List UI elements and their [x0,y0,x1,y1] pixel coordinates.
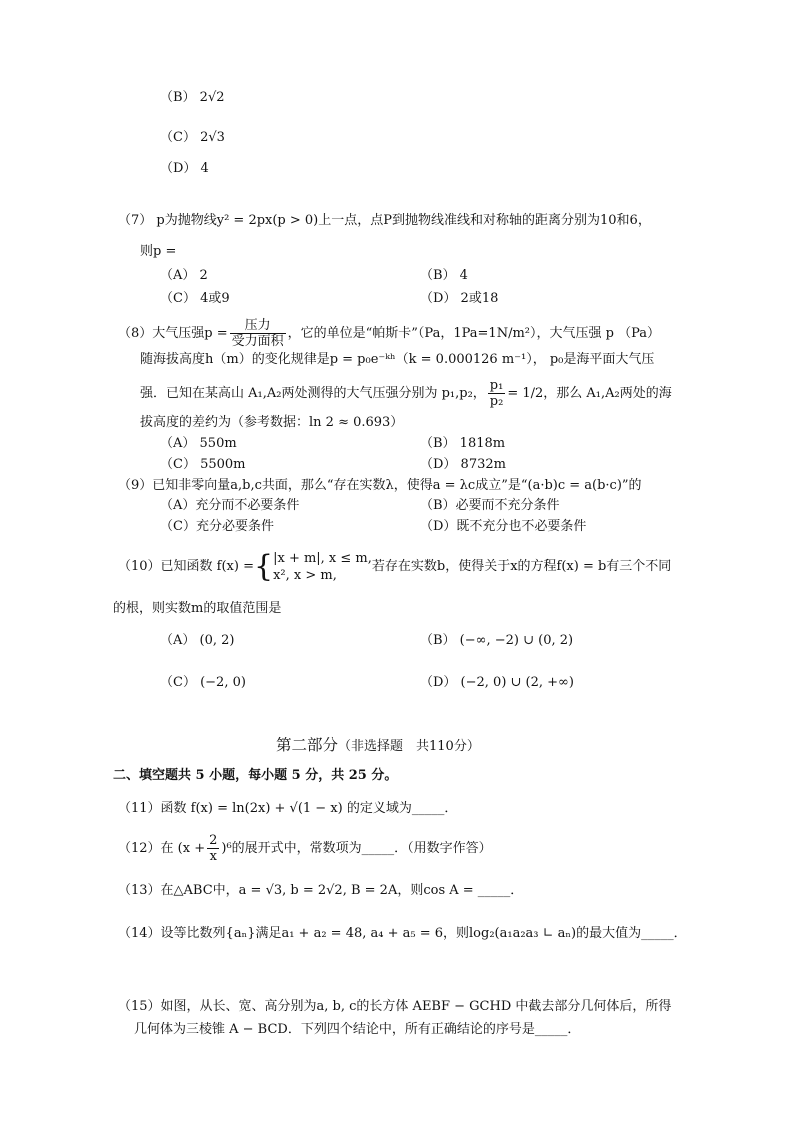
q13-stem: （13）在△ABC中，a = √3, b = 2√2, B = 2A，则cos A = _____． [118,883,524,898]
q10-option-a: （A） (0, 2) [160,633,235,648]
q8-option-d: （D） 8732m [420,457,506,472]
q8-line1 [118,318,660,349]
q8-line2: 随海拔高度h（m）的变化规律是p = p₀e⁻ᵏʰ（k = 0.000126 m⁻¹）， p₀是海平面大气压 [140,352,655,367]
q8-line1-pre: （8）大气压强p = [118,326,228,341]
q12-fraction-denominator: x [209,849,217,864]
q9-option-b: （B）必要而不充分条件 [420,498,560,513]
q6-option-b: （B） 2√2 [160,90,225,105]
q9-option-c: （C）充分必要条件 [160,519,274,534]
q10-option-d: （D） (−2, 0) ∪ (2, +∞) [420,675,574,690]
part2-heading [276,736,480,756]
q6-option-c: （C） 2√3 [160,130,225,145]
q8-line3 [140,378,672,410]
q10-stem-pre: （10）已知函数 f(x) = [118,559,254,574]
part2-title: 第二部分 [276,736,339,754]
q7-stem: （7） p为抛物线y² = 2px(p > 0)上一点，点P到抛物线准线和对称轴的距离分别为10和6， [118,213,651,228]
q12-stem-post: )⁶的展开式中，常数项为_____．（用数字作答） [221,841,492,856]
q10-stem-post: 若存在实数b，使得关于x的方程f(x) = b有三个不同 [371,559,672,574]
piecewise-case-2: x², x > m, [273,567,337,583]
q6-option-d: （D） 4 [160,161,209,176]
q7-option-d: （D） 2或18 [420,291,499,306]
part2-subtitle: （非选择题 共110分） [338,739,480,754]
q11-stem: （11）函数 f(x) = ln(2x) + √(1 − x) 的定义域为_____． [118,801,458,816]
q9-option-d: （D）既不充分也不必要条件 [420,519,587,534]
q7-stem-line2: 则p = [140,244,177,259]
q14-stem: （14）设等比数列{aₙ}满足a₁ + a₂ = 48, a₄ + a₅ = 6，则log₂(a₁a₂a₃ ∟ aₙ)的最大值为_____． [118,926,687,941]
q10-stem [118,547,671,587]
q8-option-c: （C） 5500m [160,457,246,472]
q8-line3-post: = 1/2，那么 A₁,A₂两处的海 [507,386,672,401]
pressure-fraction-denominator: 受力面积 [231,334,284,349]
q12-stem [118,832,492,866]
q12-fraction [207,833,219,864]
pressure-ratio-fraction [488,378,506,409]
q8-line1-post: ，它的单位是“帕斯卡”（Pa，1Pa=1N/m²），大气压强 p （Pa） [287,326,660,341]
q9-option-a: （A）充分而不必要条件 [160,498,300,513]
q15-line2: 几何体为三棱锥 A − BCD．下列四个结论中，所有正确结论的序号是_____． [134,1022,581,1037]
q8-line3-pre: 强．已知在某高山 A₁,A₂两处测得的大气压强分别为 p₁,p₂， [140,386,486,401]
q10-stem-line2: 的根，则实数m的取值范围是 [113,601,282,616]
pressure-fraction-numerator: 压力 [230,318,286,334]
pressure-fraction [230,318,286,349]
q7-option-a: （A） 2 [160,268,208,283]
q10-option-b: （B） (−∞, −2) ∪ (0, 2) [420,633,574,648]
pressure-ratio-denominator: p₂ [489,394,504,409]
q7-option-b: （B） 4 [420,268,468,283]
q8-line4: 拔高度的差约为（参考数据：ln 2 ≈ 0.693） [140,415,404,430]
q15-line1: （15）如图，从长、宽、高分别为a, b, c的长方体 AEBF − GCHD 中截去部分几何体后，所得 [118,999,672,1014]
piecewise-case-1: |x + m|, x ≤ m, [273,550,372,566]
q9-stem: （9）已知非零向量a,b,c共面，那么“存在实数λ，使得a = λc成立”是“(a·b)c = a(b·c)”的 [118,478,642,493]
piecewise-cases [273,550,372,584]
q8-option-a: （A） 550m [160,436,237,451]
q8-option-b: （B） 1818m [420,436,506,451]
q10-option-c: （C） (−2, 0) [160,675,246,690]
q12-stem-pre: （12）在 (x + [118,841,206,856]
pressure-ratio-numerator: p₁ [489,378,504,393]
q12-fraction-numerator: 2 [209,833,218,848]
q7-option-c: （C） 4或9 [160,291,230,306]
left-brace-icon: { [254,548,274,584]
section2-heading: 二、填空题共 5 小题，每小题 5 分，共 25 分。 [113,768,398,783]
